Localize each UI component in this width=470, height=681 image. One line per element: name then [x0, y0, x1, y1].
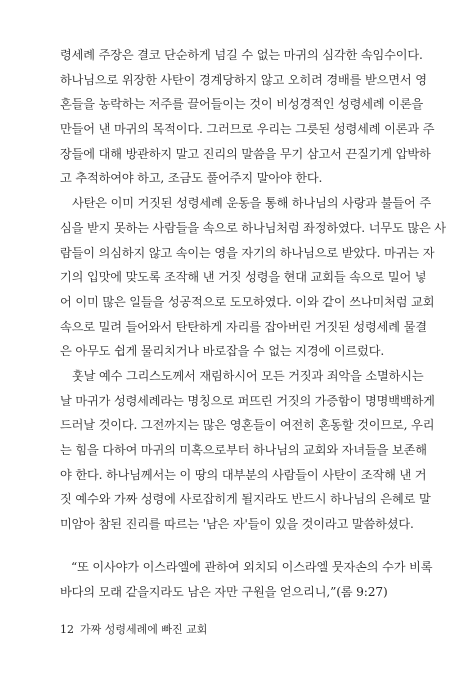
text-line: 짓 예수와 가짜 성령에 사로잡히게 될지라도 반드시 하나님의 은혜로 말 [60, 492, 431, 507]
text-line: 는 힘을 다하여 마귀의 미혹으로부터 하나님의 교회와 자녀들을 보존해 [60, 443, 427, 457]
text-line: 혼들을 농락하는 저주를 끌어들이는 것이 비성경적인 성령세례 이론을 [60, 97, 424, 112]
page-number: 12 [60, 623, 74, 636]
page-footer [60, 622, 207, 638]
text-line: 어 이미 많은 일들을 성공적으로 도모하였다. 이와 같이 쓰나미처럼 교회 [60, 294, 435, 309]
text-line: 고 추적하여야 하고, 조금도 풀어주지 말아야 한다. [60, 171, 323, 186]
text-line: 하나님으로 위장한 사탄이 경계당하지 않고 오히려 경배를 받으면서 영 [60, 72, 427, 87]
text-line: 드러날 것이다. 그전까지는 많은 영혼들이 여전히 혼동할 것이므로, 우리 [60, 418, 435, 433]
text-line: 만들어 낸 마귀의 목적이다. 그러므로 우리는 그릇된 성령세례 이론과 주 [60, 122, 435, 137]
text-line: 날 마귀가 성령세례라는 명칭으로 퍼뜨린 거짓의 가증함이 명명백백하게 [60, 393, 435, 408]
running-title: 가짜 성령세례에 빠진 교회 [80, 623, 208, 636]
text-line: 심을 받지 못하는 사람들을 속으로 하나님처럼 좌정하였다. 너무도 많은 사 [60, 220, 446, 235]
text-line: 은 아무도 쉽게 물리치거나 바로잡을 수 없는 지경에 이르렀다. [60, 344, 385, 359]
quote-line: “또 이사야가 이스라엘에 관하여 외치되 이스라엘 뭇자손의 수가 비록 [71, 560, 433, 574]
text-line: 훗날 예수 그리스도께서 재림하시어 모든 거짓과 죄악을 소멸하시는 [72, 368, 424, 383]
quote-line: 바다의 모래 같을지라도 남은 자만 구원을 얻으리니,”(롬 9:27) [60, 585, 388, 599]
text-line: 령세례 주장은 결코 단순하게 넘길 수 없는 마귀의 심각한 속임수이다. [60, 48, 423, 62]
text-line: 속으로 밀려 들어와서 탄탄하게 자리를 잡아버린 거짓된 성령세례 물결 [60, 319, 427, 334]
text-line: 사탄은 이미 거짓된 성령세례 운동을 통해 하나님의 사랑과 불들어 주 [72, 196, 431, 211]
text-line: 야 한다. 하나님께서는 이 땅의 대부분의 사람들이 사탄이 조작해 낸 거 [60, 467, 427, 482]
text-line: 미암아 참된 진리를 따르는 '남은 자'들이 있을 것이라고 말씀하셨다. [60, 517, 414, 532]
body-text [60, 43, 446, 537]
scripture-quote [60, 555, 433, 605]
text-line: 기의 입맛에 맞도록 조작해 낸 거짓 성령을 현대 교회들 속으로 밀어 넣 [60, 270, 427, 285]
text-line: 장들에 대해 방관하지 말고 진리의 말씀을 무기 삼고서 끈질기게 압박하 [60, 146, 431, 161]
text-line: 람들이 의심하지 않고 속이는 영을 자기의 하나님으로 받았다. 마귀는 자 [60, 245, 435, 260]
